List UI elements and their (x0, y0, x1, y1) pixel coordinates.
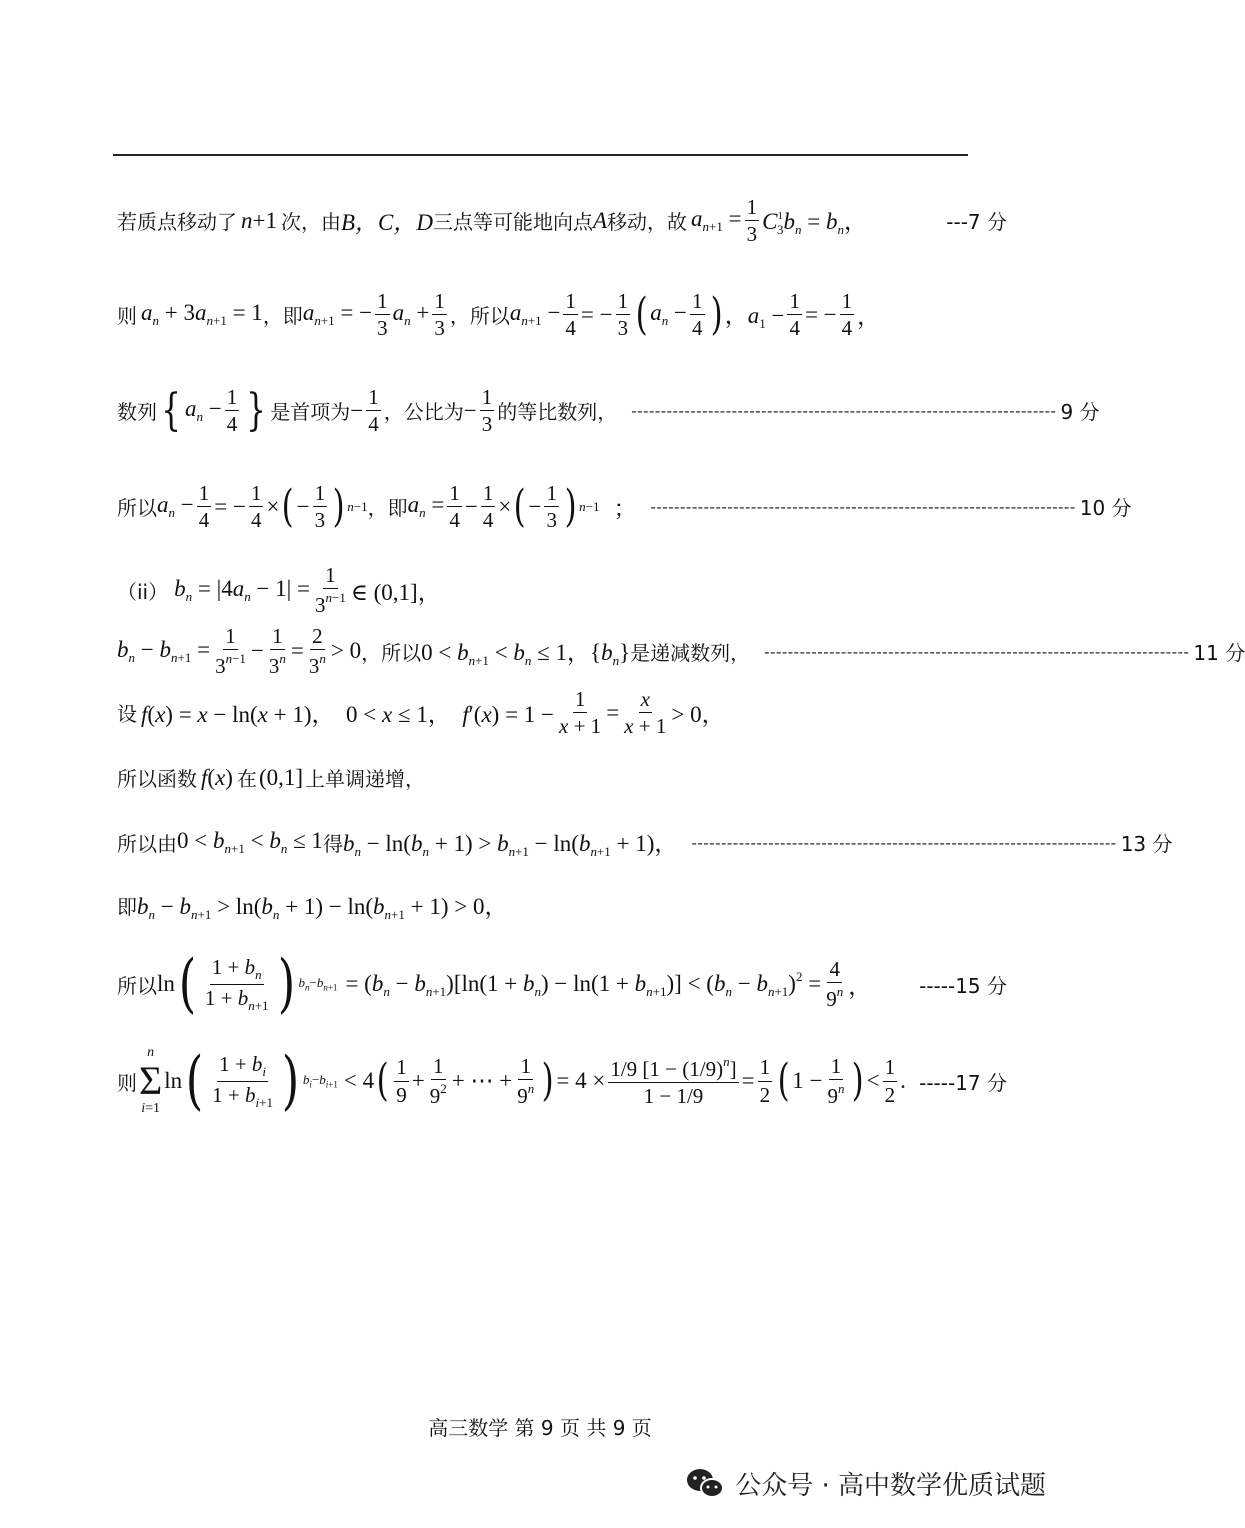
text: 三点等可能地向点 (432, 210, 593, 235)
score-marker: 11 分 (1193, 640, 1245, 665)
text: 是首项为 (270, 400, 351, 425)
score-marker: -----17 分 (919, 1070, 1007, 1095)
points-label: B，C，D (340, 210, 433, 236)
watermark-text: 公众号 · 高中数学优质试题 (735, 1471, 1046, 1501)
text: 数列 (117, 400, 157, 425)
text: 若质点移动了 (117, 210, 237, 235)
text: ，公比为 (383, 400, 464, 425)
score-marker: 9 分 (1060, 400, 1100, 425)
text: 所以函数 (117, 767, 197, 791)
score-marker: ---7 分 (946, 210, 1007, 235)
text: ，所以 (449, 304, 510, 329)
text: 所以 (117, 496, 157, 521)
text: 所以 (117, 973, 157, 998)
text: 上单调递增， (305, 767, 426, 791)
solution-line-8: 所以函数 f(x) 在 (0,1] 上单调递增， (117, 764, 426, 791)
text: 设 (117, 702, 137, 727)
solution-line-6: $b_n - b_{n+1}$ = $\frac{1}{3^{n-1}}$ − $\frac{1}{3^n}$ = $\frac{2}{3^n}$ > 0 ，所以 $0 < b_{n+1} < b_n \le 1$，$\{b_n\}$ 是递减数列， ------------------------------------------------------------------------ 11 分 (117, 624, 1245, 679)
text: 次，由 (280, 210, 341, 235)
text: 则 (117, 304, 137, 329)
text: 得 (322, 832, 343, 856)
text: 所以由 (117, 832, 177, 856)
solution-line-10: 即 $b_n - b_{n+1} > \ln(b_n + 1) - \ln(b_{n+1} + 1) > 0$， (117, 888, 1007, 923)
text: 则 (117, 1070, 137, 1095)
solution-line-7: 设 f(x) = x − ln(x + 1)， 0 < x ≤ 1， f′(x) = 1 − $\frac{1}{x + 1}$ = $\frac{x}{x + 1}$ > 0， (117, 687, 725, 739)
text: （ii） (117, 579, 169, 604)
text: ，所以 (361, 640, 422, 665)
point-label: A (592, 207, 608, 233)
watermark (685, 1465, 1046, 1502)
text: 即 (117, 895, 137, 919)
solution-line-2: 则 $a_n + 3a_{n+1} = 1$ ，即 $a_{n+1}$ = − $\frac{1}{3}$ $a_n$ + $\frac{1}{3}$ ，所以 $a_{n+1}$ − $\frac{1}{4}$ = − $\frac{1}{3}$ ( $a_n$ − $\frac{1}{4}$ ) ，$a_1$ − $\frac{1}{4}$ = − $\frac{1}{4}$ ， (117, 288, 881, 341)
text: ，即 (262, 304, 303, 329)
wechat-icon (685, 1467, 725, 1501)
solution-line-12: 则 n Σ i=1 ln ( $\frac{1 + b_i}{1 + b_{i+1}}$ ) $b_i-b_{i+1}$ < 4 ( $\frac{1}{9}$ + $\frac{1}{9^2}$ + ⋯ + $\frac{1}{9^n}$ ) = 4 × $\frac{1/9 [1 - (1/9)^n]}{1 - 1/9}$ = $\frac{1}{2}$ ( 1 − $\frac{1}{9^n}$ ) < $\frac{1}{2}$ . -----17 分 (117, 1044, 1007, 1118)
solution-line-11: 所以 ln ( $\frac{1 + b_n}{1 + b_{n+1}}$ ) $b_n-b_{n+1}$ = $(b_n - b_{n+1})[\ln(1 + b_n) - \ln(1 + b_{n+1})] < (b_n - b_{n+1})^2$ = $\frac{4}{9^n}$ ， -----15 分 (117, 947, 1007, 1021)
text: 是递减数列， (630, 640, 751, 665)
page-footer: 高三数学 第 9 页 共 9 页 (428, 1416, 652, 1440)
header-rule (113, 154, 968, 156)
text: ，即 (367, 496, 408, 521)
text: 在 (236, 767, 257, 791)
score-marker: 13 分 (1120, 832, 1173, 856)
solution-line-3: 数列 { $a_n$ − $\frac{1}{4}$ } 是首项为 − $\frac{1}{4}$ ，公比为 − $\frac{1}{3}$ 的等比数列， ------------------------------------------------------------------------ 9 分 (117, 384, 1100, 437)
solution-line-5: （ii） $b_n = |4a_n - 1|$ = $\frac{1}{3^{n-1}}$ ∈ (0,1]， (117, 563, 441, 618)
score-marker: 10 分 (1079, 496, 1132, 521)
score-marker: -----15 分 (919, 973, 1007, 998)
text: 的等比数列， (497, 400, 618, 425)
solution-line-1: 若质点移动了 n+1 次，由 B，C，D 三点等可能地向点 A 移动，故 $a_{n+1}$ = $\frac{1}{3}$ $C^1_3b_n = b_n$， ---7 分 (117, 195, 1007, 247)
text: 移动，故 (607, 210, 688, 235)
solution-line-4: 所以 $a_n$ − $\frac{1}{4}$ = − $\frac{1}{4}$ × ( − $\frac{1}{3}$ ) n−1 ，即 $a_n$ = $\frac{1}{4}$ − $\frac{1}{4}$ × ( − $\frac{1}{3}$ ) n−1 ； ------------------------------------------------------------------------ 10 分 (117, 480, 1132, 533)
solution-line-9: 所以由 $0 < b_{n+1} < b_n \le 1$ 得 $b_n - \ln(b_n + 1) > b_{n+1} - \ln(b_{n+1} + 1)$， ------------------------------------------------------------------------ 13 分 (117, 828, 1173, 859)
